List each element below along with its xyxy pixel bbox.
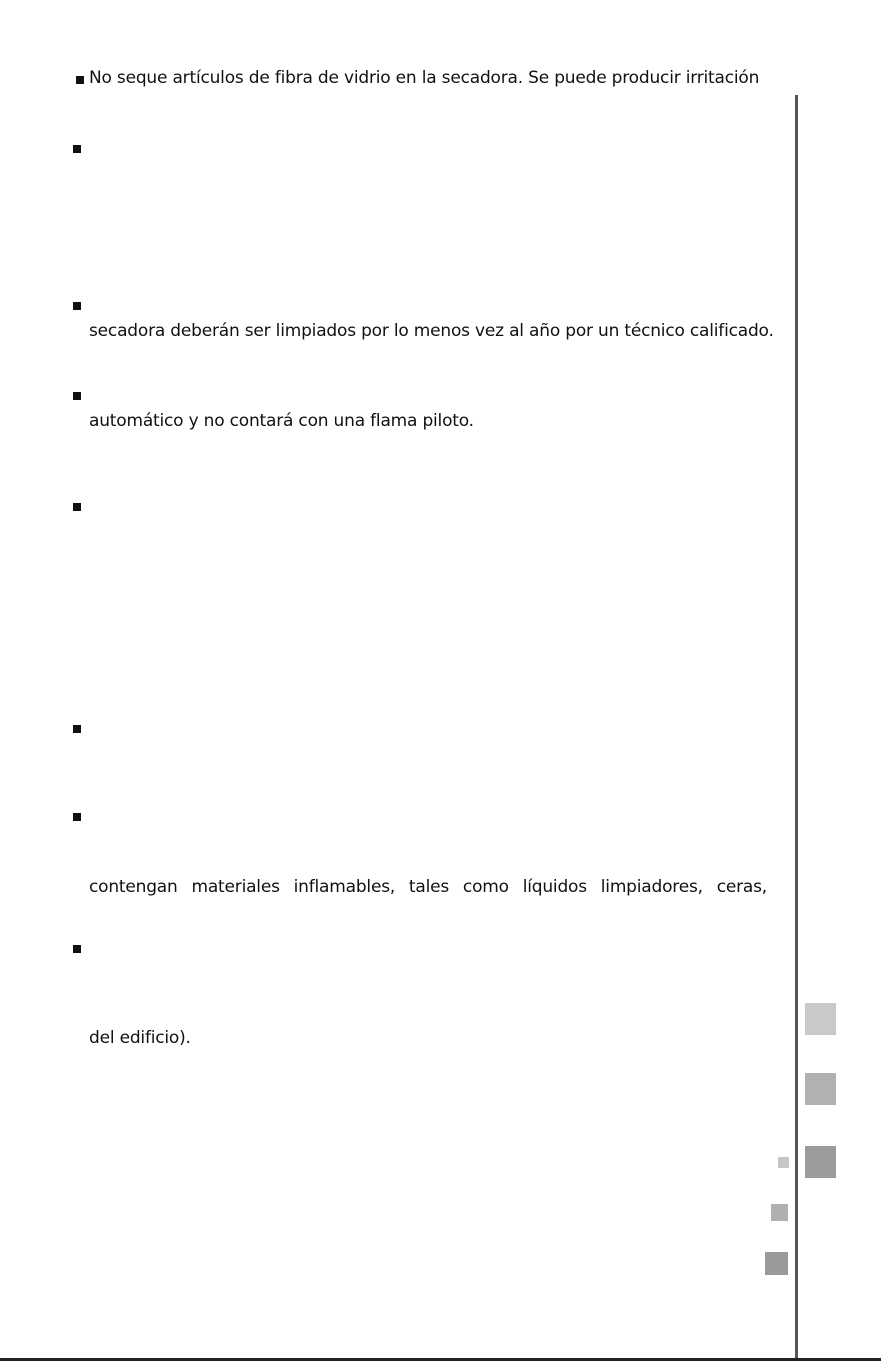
bullet-7 <box>73 813 81 821</box>
paragraph-text-2: secadora deberán ser limpiados por lo menos vez al año por un técnico calificado. <box>89 321 774 341</box>
bullet-3 <box>73 302 81 310</box>
paragraph-text-4: contengan materiales inflamables, tales como líquidos limpiadores, ceras, <box>89 877 767 897</box>
margin-marker-3 <box>765 1252 788 1275</box>
bullet-8 <box>73 945 81 953</box>
bullet-5 <box>73 503 81 511</box>
margin-tab-1 <box>805 1003 836 1035</box>
bullet-1 <box>76 76 84 84</box>
bullet-4 <box>73 392 81 400</box>
margin-tab-3 <box>805 1146 836 1178</box>
bullet-6 <box>73 725 81 733</box>
margin-rule <box>795 95 798 1361</box>
paragraph-text-5: del edificio). <box>89 1028 191 1048</box>
margin-tab-2 <box>805 1073 836 1105</box>
margin-marker-2 <box>771 1204 788 1221</box>
bullet-2 <box>73 145 81 153</box>
margin-marker-1 <box>778 1157 789 1168</box>
paragraph-text-1: No seque artículos de fibra de vidrio en la secadora. Se puede producir irritación <box>89 68 760 88</box>
paragraph-text-3: automático y no contará con una flama piloto. <box>89 411 474 431</box>
